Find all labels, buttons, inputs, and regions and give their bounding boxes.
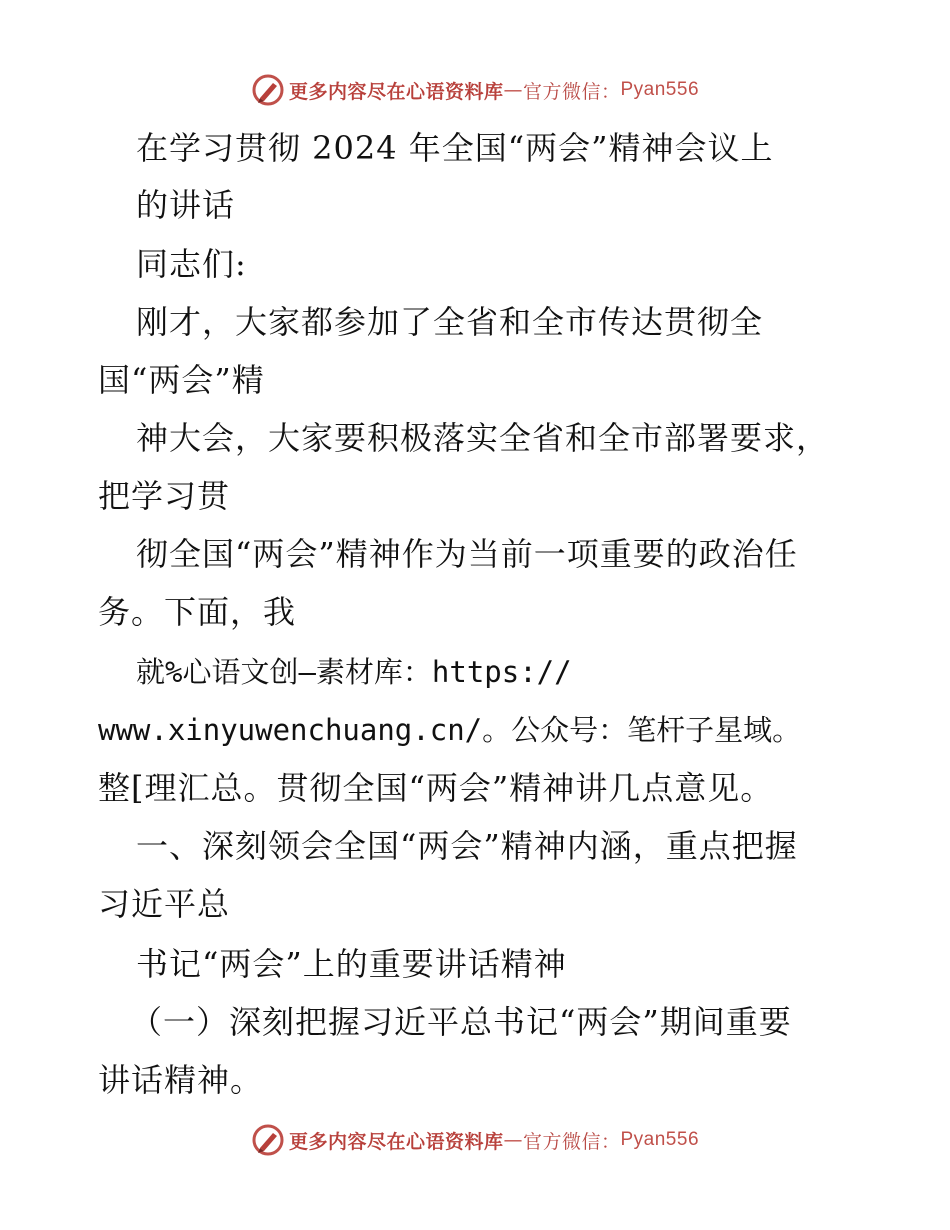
footer-banner: [0, 1120, 950, 1160]
banner-wechat-label: 官方微信：: [522, 1130, 621, 1153]
banner-brand: 更多内容尽在心语资料库: [288, 80, 504, 103]
doc-title-line-2: 的讲话: [136, 186, 236, 224]
banner-separator: —: [503, 79, 523, 101]
doc-subheading-1: （一）深刻把握习近平总书记“两会”期间重要: [130, 1003, 792, 1041]
banner-brand: 更多内容尽在心语资料库: [288, 1130, 504, 1153]
doc-title-line-1: 在学习贯彻 2024 年全国“两会”精神会议上: [136, 129, 774, 167]
pen-logo-icon: [251, 73, 285, 107]
banner-separator: —: [503, 1129, 523, 1151]
doc-line: 国“两会”精: [98, 361, 265, 399]
doc-heading-1-cont: 书记“两会”上的重要讲话精神: [136, 945, 567, 983]
banner-wechat-label: 官方微信：: [522, 80, 621, 103]
doc-line: 神大会，大家要积极落实全省和全市部署要求，: [136, 419, 830, 457]
doc-line: 把学习贯: [98, 477, 231, 515]
pen-logo-icon: [251, 1123, 285, 1157]
doc-line: 务。下面，我: [98, 593, 297, 631]
doc-line: www.xinyuwenchuang.cn/。公众号：笔杆子星域。: [98, 713, 802, 747]
header-banner: [0, 70, 950, 110]
doc-line: 就%心语文创—素材库：https://: [136, 655, 572, 689]
doc-line: 刚才，大家都参加了全省和全市传达贯彻全: [136, 303, 764, 341]
doc-line: 彻全国“两会”精神作为当前一项重要的政治任: [136, 535, 798, 573]
doc-heading-1: 一、深刻领会全国“两会”精神内涵，重点把握: [136, 827, 798, 865]
doc-greeting: 同志们:: [136, 245, 247, 283]
banner-wechat-id: Pyan556: [620, 79, 700, 100]
doc-heading-1-cont: 习近平总: [98, 885, 231, 923]
doc-line: 整[理汇总。贯彻全国“两会”精神讲几点意见。: [98, 769, 774, 807]
banner-wechat-id: Pyan556: [620, 1129, 700, 1150]
doc-subheading-1-cont: 讲话精神。: [98, 1061, 264, 1099]
